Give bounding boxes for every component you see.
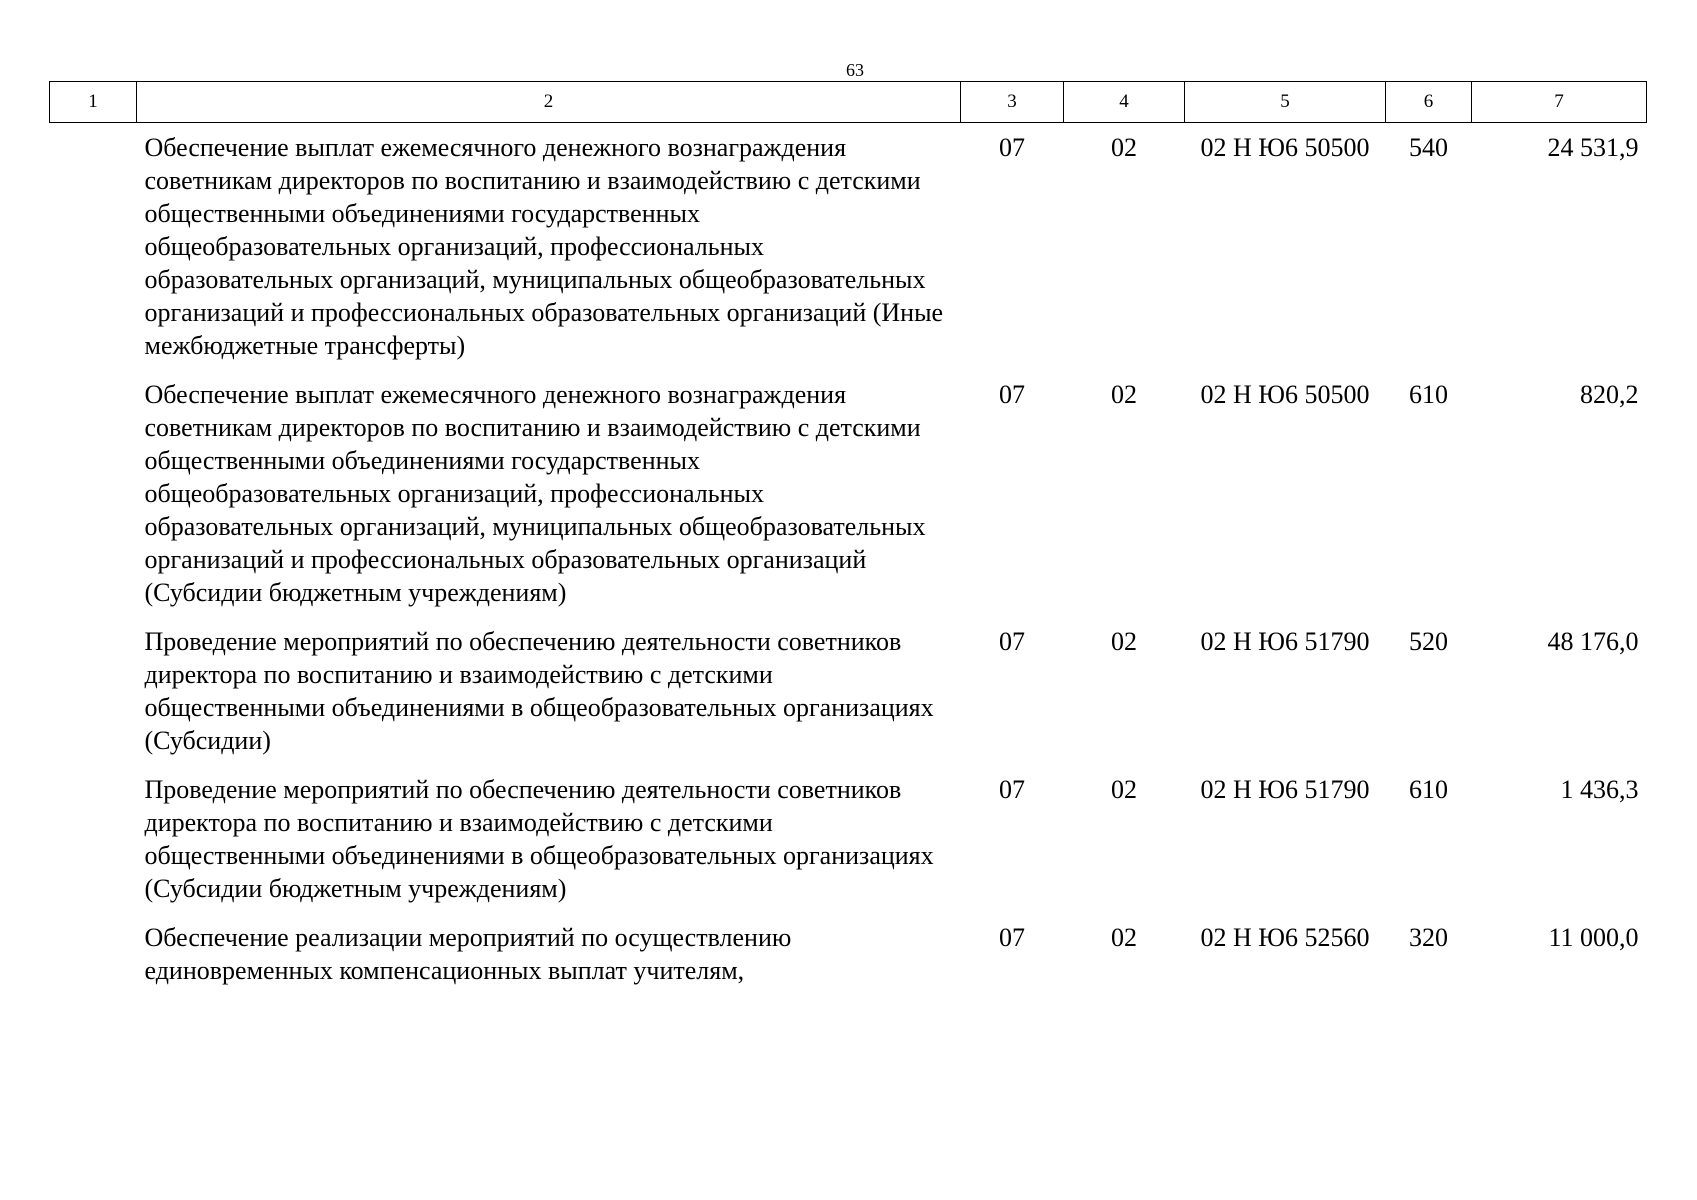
row-amount: 24 531,9	[1547, 133, 1639, 162]
table-row	[50, 773, 1647, 921]
row-index-cell	[50, 625, 137, 773]
header-col-1: 1	[50, 82, 137, 123]
row-section: 07	[999, 133, 1025, 162]
row-amount: 1 436,3	[1560, 775, 1639, 804]
header-col-5: 5	[1185, 82, 1386, 123]
row-target-code: 02 Н Ю6 52560	[1200, 923, 1370, 952]
table-row	[50, 378, 1647, 625]
row-description: Проведение мероприятий по обеспечению деятельности советников директора по воспитанию и взаимодействию с детскими общественными объединениями в общеобразовательных организациях (Субсидии бюджетным учреждениям)	[144, 775, 934, 903]
row-target-code: 02 Н Ю6 50500	[1200, 380, 1370, 409]
row-target-code: 02 Н Ю6 50500	[1200, 133, 1370, 162]
row-amount: 820,2	[1580, 380, 1639, 409]
row-expense-type: 520	[1409, 627, 1448, 656]
header-col-7: 7	[1472, 82, 1647, 123]
row-description: Обеспечение реализации мероприятий по осуществлению единовременных компенсационных выплат учителям,	[144, 923, 792, 985]
row-expense-type: 610	[1409, 380, 1448, 409]
table-header	[50, 82, 1647, 123]
header-row	[50, 82, 1647, 123]
row-subsection: 02	[1111, 380, 1137, 409]
header-col-2: 2	[137, 82, 961, 123]
header-col-4: 4	[1064, 82, 1185, 123]
table-row	[50, 921, 1647, 1003]
row-amount: 48 176,0	[1547, 627, 1639, 656]
row-description: Проведение мероприятий по обеспечению деятельности советников директора по воспитанию и взаимодействию с детскими общественными объединениями в общеобразовательных организациях (Субсидии)	[144, 627, 934, 755]
row-expense-type: 610	[1409, 775, 1448, 804]
row-section: 07	[999, 775, 1025, 804]
row-subsection: 02	[1111, 775, 1137, 804]
table-row	[50, 123, 1647, 379]
header-col-3: 3	[961, 82, 1064, 123]
row-subsection: 02	[1111, 627, 1137, 656]
row-expense-type: 540	[1409, 133, 1448, 162]
row-section: 07	[999, 923, 1025, 952]
row-description: Обеспечение выплат ежемесячного денежного вознаграждения советникам директоров по воспитанию и взаимодействию с детскими общественными объединениями государственных общеобразовательных организаций, профессиональных образовательных организаций, муниципальных общеобразовательных организаций и профессиональных образовательных организаций (Иные межбюджетные трансферты)	[144, 133, 944, 360]
row-amount: 11 000,0	[1548, 923, 1639, 952]
row-index-cell	[50, 378, 137, 625]
row-subsection: 02	[1111, 133, 1137, 162]
row-index-cell	[50, 123, 137, 379]
row-expense-type: 320	[1409, 923, 1448, 952]
budget-table	[49, 81, 1647, 1003]
row-subsection: 02	[1111, 923, 1137, 952]
row-index-cell	[50, 773, 137, 921]
row-section: 07	[999, 627, 1025, 656]
row-target-code: 02 Н Ю6 51790	[1200, 627, 1370, 656]
row-section: 07	[999, 380, 1025, 409]
row-index-cell	[50, 921, 137, 1003]
table-row	[50, 625, 1647, 773]
row-description: Обеспечение выплат ежемесячного денежного вознаграждения советникам директоров по воспитанию и взаимодействию с детскими общественными объединениями государственных общеобразовательных организаций, профессиональных образовательных организаций, муниципальных общеобразовательных организаций и профессиональных образовательных организаций (Субсидии бюджетным учреждениям)	[144, 380, 926, 607]
row-target-code: 02 Н Ю6 51790	[1200, 775, 1370, 804]
page-number: 63	[846, 60, 864, 80]
header-col-6: 6	[1386, 82, 1472, 123]
table-body	[50, 123, 1647, 1004]
